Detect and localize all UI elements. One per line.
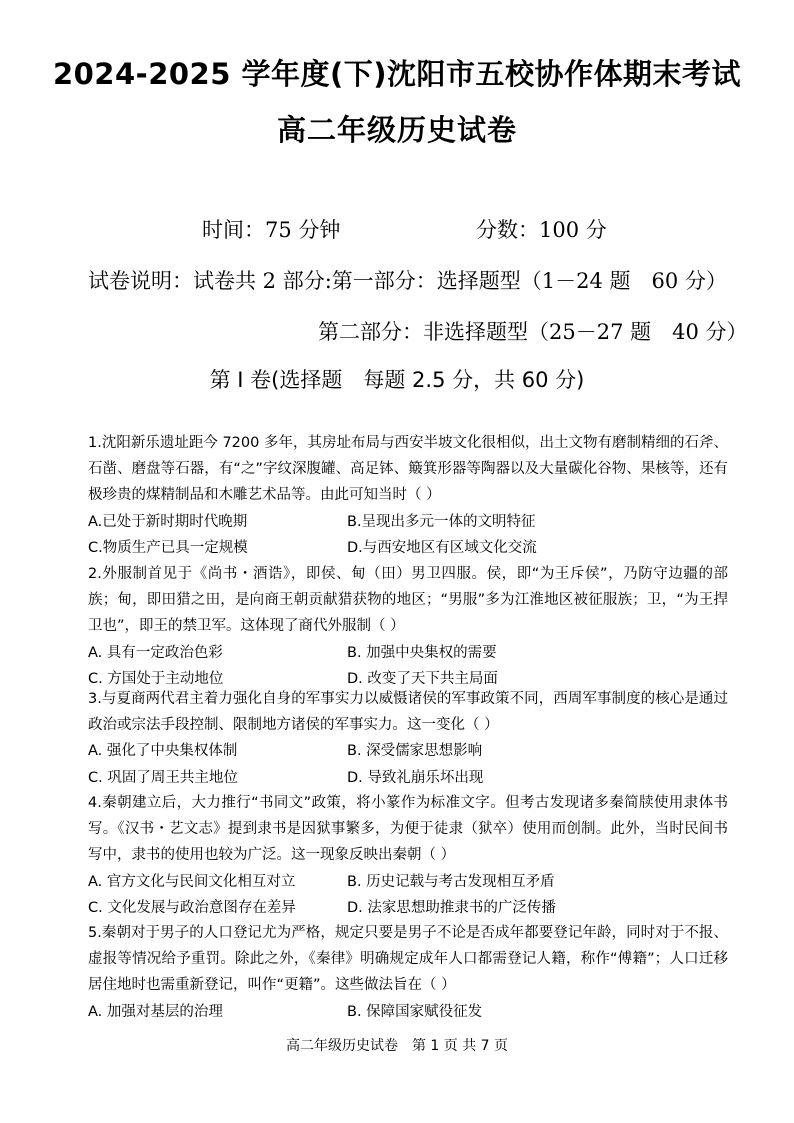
option-c: C. 文化发展与政治意图存在差异 [88,899,296,916]
option-row [88,640,728,666]
option-b: B. 保障国家赋役征发 [347,1003,483,1020]
exam-title: 2024-2025 学年度(下)沈阳市五校协作体期末考试 [52,57,742,91]
exam-notes-part2: 第二部分：非选择题型（25－27 题 40 分） [318,320,748,344]
option-d: D. 导致礼崩乐坏出现 [347,769,484,786]
page-footer: 高二年级历史试卷 第 1 页 共 7 页 [285,1038,509,1054]
option-row [88,738,728,764]
option-c: C.物质生产已具一定规模 [88,539,248,556]
option-c: C. 方国处于主动地位 [88,670,224,687]
question-1 [88,430,728,561]
option-d: D. 改变了天下共主局面 [347,670,498,687]
option-b: B. 深受儒家思想影响 [347,743,483,760]
option-d: D. 法家思想助推隶书的广泛传播 [347,899,556,916]
option-b: B. 历史记载与考古发现相互矛盾 [347,873,555,890]
section-heading: 第 I 卷(选择题 每题 2.5 分，共 60 分) [209,368,585,392]
option-a: A. 具有一定政治色彩 [88,644,223,661]
question-stem: 4.秦朝建立后，大力推行“书同文”政策，将小篆作为标准文字。但考古发现诸多秦简牍使用隶体书写。《汉书・艺文志》提到隶书是因狱事繁多，为便于徒隶（狱卒）使用而创制。此外，当时民间书写中，隶书的使用也较为广泛。这一现象反映出秦朝（ ） [88,795,728,864]
option-c: C. 巩固了周王共主地位 [88,769,238,786]
question-stem: 1.沈阳新乐遗址距今 7200 多年，其房址布局与西安半坡文化很相似，出土文物有磨制精细的石斧、石凿、磨盘等石器，有“之”字纹深腹罐、高足钵、簸箕形器等陶器以及大量碳化谷物、果核等，还有极珍贵的煤精制品和木雕艺术品等。由此可知当时（ ） [88,435,728,504]
option-a: A. 官方文化与民间文化相互对立 [88,873,296,890]
question-stem: 5.秦朝对于男子的人口登记尤为严格，规定只要是男子不论是否成年都要登记年龄，同时对于不报、虚报等情况给予重罚。除此之外，《秦律》明确规定成年人口都需登记人籍，称作“傅籍”；人口迁移居住地时也需重新登记，叫作“更籍”。这些做法旨在（ ） [88,925,728,994]
option-row [88,765,728,791]
exam-subtitle: 高二年级历史试卷 [276,113,517,147]
option-row [88,999,728,1025]
question-5 [88,920,728,1025]
option-b: B.呈现出多元一体的文明特征 [347,513,536,530]
option-b: B. 加强中央集权的需要 [347,644,497,661]
question-stem: 3.与夏商两代君主着力强化自身的军事实力以威慑诸侯的军事政策不同，西周军事制度的核心是通过政治或宗法手段控制、限制地方诸侯的军事实力。这一变化（ ） [88,691,728,734]
question-stem: 2.外服制首见于《尚书・酒诰》，即侯、甸（田）男卫四服。侯，即“为王斥侯”，乃防守边疆的部族；甸，即田猎之田，是向商王朝贡献猎获物的地区；“男服”多为江淮地区被征服族；卫，“为王捍卫也”，即王的禁卫军。这体现了商代外服制（ ） [88,566,728,635]
option-a: A. 加强对基层的治理 [88,1003,223,1020]
option-row [88,869,728,895]
option-a: A. 强化了中央集权体制 [88,743,238,760]
option-a: A.已处于新时期时代晚期 [88,513,248,530]
option-row [88,509,728,535]
question-3 [88,686,728,791]
exam-time: 时间：75 分钟 [202,218,341,242]
option-row [88,535,728,561]
question-4 [88,790,728,921]
option-d: D.与西安地区有区域文化交流 [347,539,537,556]
option-row [88,895,728,921]
question-2 [88,561,728,692]
exam-notes-part1: 试卷说明：试卷共 2 部分:第一部分：选择题型（1－24 题 60 分） [88,269,727,293]
exam-score: 分数：100 分 [476,218,607,242]
